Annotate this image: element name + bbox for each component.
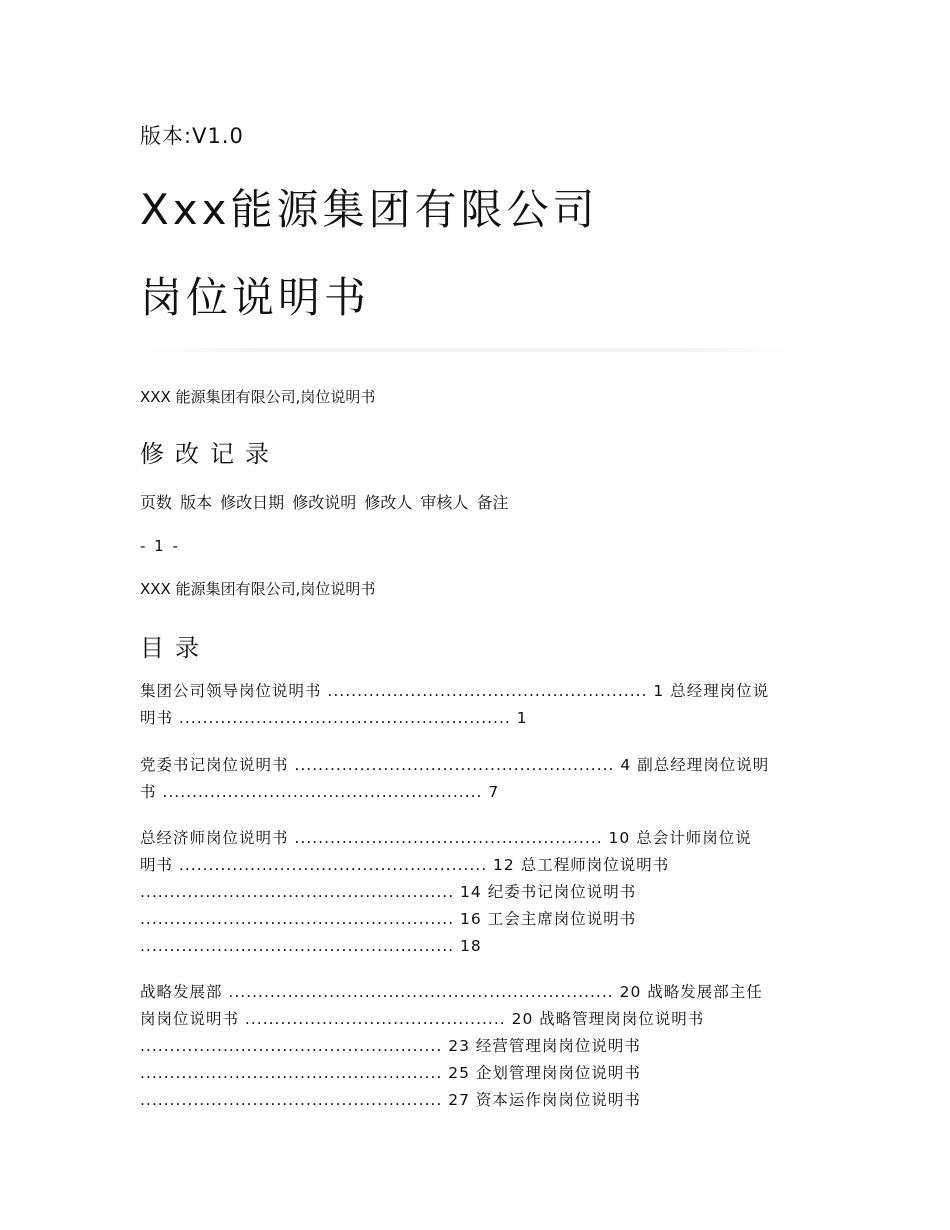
- toc-line[interactable]: ..................................................... 18: [140, 937, 482, 955]
- toc-line[interactable]: 明书 .................................................... 12 总工程师岗位说明书: [140, 856, 670, 874]
- revision-columns: 页数 版本 修改日期 修改说明 修改人 审核人 备注: [140, 493, 509, 512]
- running-header: XXX 能源集团有限公司,岗位说明书: [140, 388, 376, 406]
- toc-line[interactable]: ................................................... 25 企划管理岗岗位说明书: [140, 1064, 641, 1082]
- page-number: - 1 -: [140, 537, 180, 555]
- toc-entry-block: [140, 979, 812, 1114]
- toc-line[interactable]: ..................................................... 14 纪委书记岗位说明书: [140, 883, 637, 901]
- toc-line[interactable]: ..................................................... 16 工会主席岗位说明书: [140, 910, 637, 928]
- divider: [140, 348, 800, 352]
- running-header: XXX 能源集团有限公司,岗位说明书: [140, 580, 376, 598]
- toc-line[interactable]: ................................................... 23 经营管理岗岗位说明书: [140, 1037, 641, 1055]
- version-label: 版本:V1.0: [140, 124, 244, 148]
- revision-heading: 修改记录: [140, 440, 280, 468]
- document-title: 岗位说明书: [140, 273, 371, 322]
- company-title: Xxx能源集团有限公司: [140, 185, 599, 234]
- toc-line[interactable]: 总经济师岗位说明书 .................................................... 10 总会计师岗位说: [140, 829, 752, 847]
- toc-line[interactable]: ................................................... 27 资本运作岗岗位说明书: [140, 1091, 641, 1109]
- toc-heading: 目录: [140, 634, 210, 662]
- toc-entry-block: [140, 752, 812, 806]
- toc-line[interactable]: 明书 ........................................................ 1: [140, 709, 528, 727]
- toc-line[interactable]: 战略发展部 ................................................................. 20 战略发展部主任: [140, 983, 763, 1001]
- toc-line[interactable]: 党委书记岗位说明书 ...................................................... 4 副总经理岗位说明: [140, 756, 770, 774]
- toc-line[interactable]: 集团公司领导岗位说明书 ...................................................... 1 总经理岗位说: [140, 682, 770, 700]
- toc-line[interactable]: 岗岗位说明书 ............................................ 20 战略管理岗岗位说明书: [140, 1010, 705, 1028]
- toc-line[interactable]: 书 ...................................................... 7: [140, 783, 500, 801]
- toc-entry-block: [140, 678, 812, 732]
- toc-entry-block: [140, 825, 812, 960]
